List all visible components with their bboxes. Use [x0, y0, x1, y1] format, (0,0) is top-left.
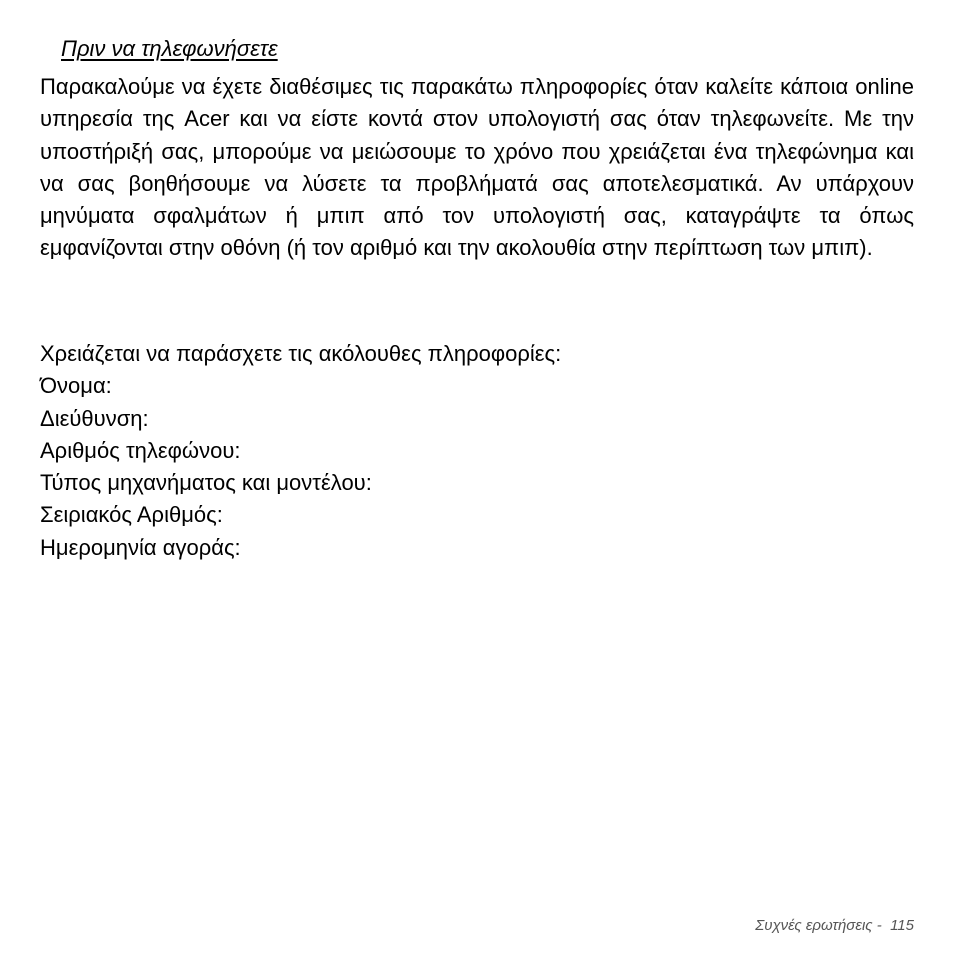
footer-chapter: Συχνές ερωτήσεις -: [755, 917, 882, 934]
page-footer: [755, 917, 914, 935]
section-heading: Πριν να τηλεφωνήσετε: [61, 36, 278, 61]
field-purchase-date: Ημερομηνία αγοράς:: [40, 534, 241, 560]
info-intro: Χρειάζεται να παράσχετε τις ακόλουθες πληροφορίες:: [40, 341, 562, 366]
field-machine-model: Τύπος μηχανήματος και μοντέλου:: [40, 470, 372, 496]
required-info-list: [40, 338, 914, 564]
page-number: 115: [890, 917, 914, 934]
field-name: Όνομα:: [40, 373, 112, 399]
field-phone: Αριθμός τηλεφώνου:: [40, 437, 241, 463]
body-paragraph: Παρακαλούμε να έχετε διαθέσιμες τις παρακάτω πληροφορίες όταν καλείτε κάποια online υπηρεσία της Acer και να είστε κοντά στον υπολογιστή σας όταν τηλεφωνείτε. Με την υποστήριξή σας, μπορούμε να μειώσουμε το χρόνο που χρειάζεται ένα τηλεφώνημα και να σας βοηθήσουμε να λύσετε τα προβλήματά σας αποτελεσματικά. Αν υπάρχουν μηνύματα σφαλμάτων ή μπιπ από τον υπολογιστή σας, καταγράψτε τα όπως εμφανίζονται στην οθόνη (ή τον αριθμό και την ακολουθία στην περίπτωση των μπιπ).: [40, 74, 914, 261]
field-serial-number: Σειριακός Αριθμός:: [40, 502, 223, 528]
field-address: Διεύθυνση:: [40, 405, 149, 431]
